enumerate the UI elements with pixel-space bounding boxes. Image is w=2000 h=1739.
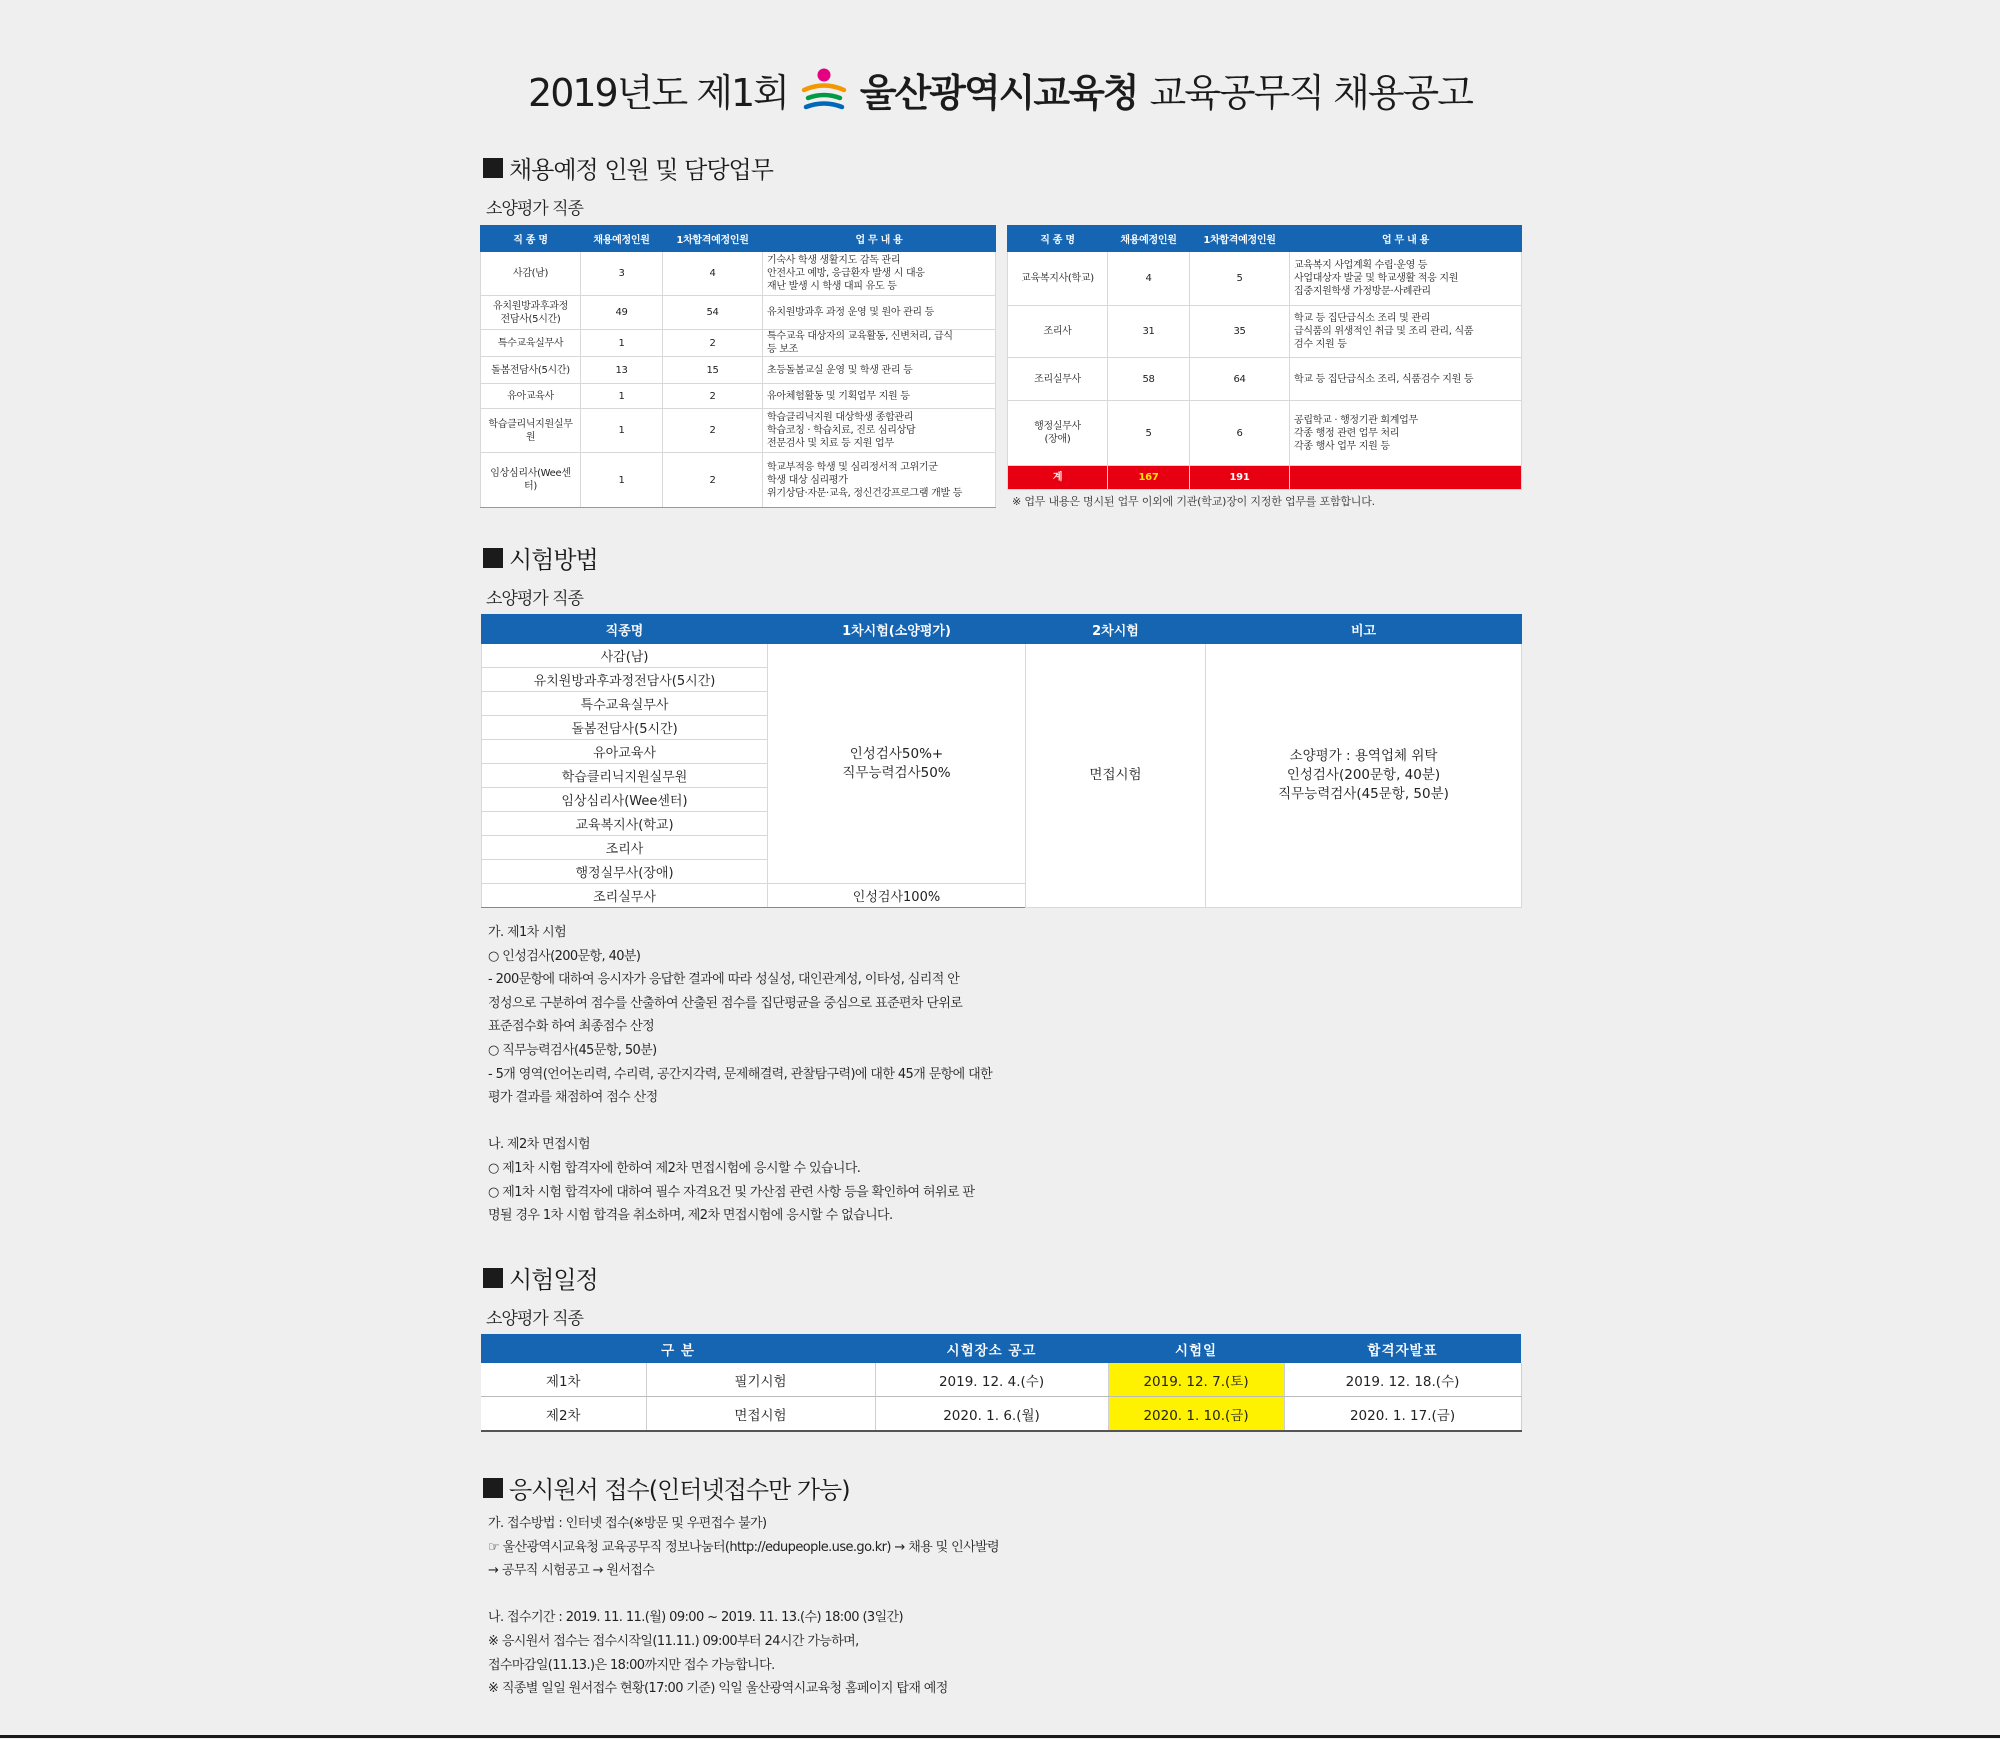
cell-first: 64 bbox=[1190, 358, 1290, 401]
cell-notice: 2019. 12. 4.(수) bbox=[875, 1363, 1108, 1397]
table-row bbox=[481, 330, 996, 357]
cell-name: 유치원방과후과정 전담사(5시간) bbox=[481, 296, 581, 330]
job-name: 임상심리사(Wee센터) bbox=[482, 788, 768, 812]
cell-first: 2 bbox=[663, 409, 763, 453]
cell-duty: 학교부적응 학생 및 심리정서적 고위기군 학생 대상 심리평가 위기상담·자문·교육, 정신건강프로그램 개발 등 bbox=[763, 453, 996, 508]
cell-plan: 1 bbox=[581, 330, 663, 357]
job-name: 행정실무사(장애) bbox=[482, 860, 768, 884]
recruitment-table-right bbox=[1007, 225, 1522, 490]
title-org: 울산광역시교육청 bbox=[859, 71, 1138, 115]
column-header: 직 종 명 bbox=[481, 226, 581, 252]
column-header: 1차합격예정인원 bbox=[663, 226, 763, 252]
column-header: 1차시험(소양평가) bbox=[768, 615, 1026, 644]
cell-name: 임상심리사(Wee센터) bbox=[481, 453, 581, 508]
table-row bbox=[481, 296, 996, 330]
job-name: 조리실무사 bbox=[482, 884, 768, 908]
section-heading-schedule: 시험일정 bbox=[483, 1260, 598, 1295]
total-empty bbox=[1290, 466, 1522, 490]
cell-plan: 13 bbox=[581, 357, 663, 384]
square-bullet-icon bbox=[483, 1478, 503, 1498]
exam-method-table bbox=[481, 614, 1522, 908]
exam-method-description: 가. 제1차 시험 ○ 인성검사(200문항, 40분) - 200문항에 대하여 응시자가 응답한 결과에 따라 성실성, 대인관계성, 이타성, 심리적 안 정성으로 구분하여 점수를 산출하여 산출된 점수를 집단평균을 중심으로 표준편차 단위로 표준점수화 하여 최종점수 산정 ○ 직무능력검사(45문항, 50분) - 5개 영역(언어논리력, 수리력, 공간지각력, 문제해결력, 관찰탐구력)에 대한 45개 문항에 대한 평가 결과를 채점하여 점수 산정 나. 제2차 면접시험 ○ 제1차 시험 합격자에 한하여 제2차 면접시험에 응시할 수 있습니다. ○ 제1차 시험 합격자에 대하여 필수 자격요건 및 가산점 관련 사항 등을 확인하여 허위로 판 명될 경우 1차 시험 합격을 취소하며, 제2차 면접시험에 응시할 수 없습니다. bbox=[488, 925, 993, 1224]
column-header: 직종명 bbox=[482, 615, 768, 644]
cell-first: 6 bbox=[1190, 401, 1290, 466]
title-suffix: 교육공무직 채용공고 bbox=[1149, 71, 1472, 115]
cell-duty: 특수교육 대상자의 교육활동, 신변처리, 급식 등 보조 bbox=[763, 330, 996, 357]
recruitment-table-left bbox=[480, 225, 996, 508]
cell-duty: 교육복지 사업계획 수립·운영 등 사업대상자 발굴 및 학교생활 적응 지원 집중지원학생 가정방문·사례관리 bbox=[1290, 252, 1522, 306]
cell-round: 제1차 bbox=[481, 1363, 646, 1397]
cell-name: 행정실무사 (장애) bbox=[1008, 401, 1108, 466]
table-row bbox=[481, 409, 996, 453]
cell-duty: 기숙사 학생 생활지도 감독 관리 안전사고 예방, 응급환자 발생 시 대응 재난 발생 시 학생 대피 유도 등 bbox=[763, 252, 996, 296]
job-name: 학습클리닉지원실무원 bbox=[482, 764, 768, 788]
job-name: 사감(남) bbox=[482, 644, 768, 668]
job-name: 교육복지사(학교) bbox=[482, 812, 768, 836]
job-name: 특수교육실무사 bbox=[482, 692, 768, 716]
section-heading-recruitment: 채용예정 인원 및 담당업무 bbox=[483, 150, 773, 185]
section-subheading: 소양평가 직종 bbox=[486, 1309, 583, 1329]
cell-result: 2019. 12. 18.(수) bbox=[1284, 1363, 1521, 1397]
cell-first: 2 bbox=[663, 384, 763, 409]
cell-name: 사감(남) bbox=[481, 252, 581, 296]
total-row bbox=[1008, 466, 1522, 490]
cell-name: 조리사 bbox=[1008, 306, 1108, 358]
title-prefix: 2019년도 제1회 bbox=[528, 71, 788, 115]
column-header: 시험장소 공고 bbox=[875, 1334, 1108, 1363]
cell-notice: 2020. 1. 6.(월) bbox=[875, 1397, 1108, 1432]
column-header: 시험일 bbox=[1108, 1334, 1284, 1363]
total-label: 계 bbox=[1008, 466, 1108, 490]
cell-first: 4 bbox=[663, 252, 763, 296]
column-header: 2차시험 bbox=[1026, 615, 1206, 644]
second-exam-method: 면접시험 bbox=[1026, 644, 1206, 908]
first-exam-method-cook: 인성검사100% bbox=[768, 884, 1026, 908]
total-plan: 167 bbox=[1108, 466, 1190, 490]
recruitment-note: ※ 업무 내용은 명시된 업무 이외에 기관(학교)장이 지정한 업무를 포함합니다. bbox=[1012, 495, 1375, 508]
column-header: 구 분 bbox=[481, 1334, 875, 1363]
job-name: 유아교육사 bbox=[482, 740, 768, 764]
table-row bbox=[481, 1363, 1521, 1397]
section-subheading: 소양평가 직종 bbox=[486, 589, 583, 609]
first-exam-method: 인성검사50%+ 직무능력검사50% bbox=[768, 644, 1026, 884]
section-heading-exam-method: 시험방법 bbox=[483, 540, 598, 575]
cell-round: 제2차 bbox=[481, 1397, 646, 1432]
cell-first: 54 bbox=[663, 296, 763, 330]
square-bullet-icon bbox=[483, 1268, 503, 1288]
cell-duty: 학습클리닉지원 대상학생 종합관리 학습코칭 · 학습치료, 진로 심리상담 전문검사 및 치료 등 지원 업무 bbox=[763, 409, 996, 453]
cell-plan: 1 bbox=[581, 384, 663, 409]
column-header: 채용예정인원 bbox=[581, 226, 663, 252]
cell-plan: 5 bbox=[1108, 401, 1190, 466]
column-header: 직 종 명 bbox=[1008, 226, 1108, 252]
cell-duty: 초등돌봄교실 운영 및 학생 관리 등 bbox=[763, 357, 996, 384]
cell-plan: 4 bbox=[1108, 252, 1190, 306]
total-first: 191 bbox=[1190, 466, 1290, 490]
cell-first: 15 bbox=[663, 357, 763, 384]
cell-result: 2020. 1. 17.(금) bbox=[1284, 1397, 1521, 1432]
job-name: 조리사 bbox=[482, 836, 768, 860]
cell-name: 특수교육실무사 bbox=[481, 330, 581, 357]
cell-duty: 공립학교 · 행정기관 회계업무 각종 행정 관련 업무 처리 각종 행사 업무 지원 등 bbox=[1290, 401, 1522, 466]
cell-plan: 31 bbox=[1108, 306, 1190, 358]
table-row bbox=[481, 252, 996, 296]
column-header: 비고 bbox=[1206, 615, 1522, 644]
table-row bbox=[481, 453, 996, 508]
cell-duty: 유치원방과후 과정 운영 및 원아 관리 등 bbox=[763, 296, 996, 330]
section-heading-application: 응시원서 접수(인터넷접수만 가능) bbox=[483, 1470, 850, 1505]
bottom-divider bbox=[0, 1735, 2000, 1738]
table-row bbox=[1008, 358, 1522, 401]
table-row bbox=[1008, 401, 1522, 466]
cell-name: 교육복지사(학교) bbox=[1008, 252, 1108, 306]
column-header: 1차합격예정인원 bbox=[1190, 226, 1290, 252]
cell-type: 면접시험 bbox=[646, 1397, 875, 1432]
cell-first: 2 bbox=[663, 453, 763, 508]
cell-name: 조리실무사 bbox=[1008, 358, 1108, 401]
cell-first: 35 bbox=[1190, 306, 1290, 358]
table-row bbox=[481, 1397, 1521, 1432]
cell-name: 돌봄전담사(5시간) bbox=[481, 357, 581, 384]
table-row bbox=[1008, 306, 1522, 358]
table-row bbox=[482, 644, 1522, 668]
column-header: 합격자발표 bbox=[1284, 1334, 1521, 1363]
cell-duty: 학교 등 집단급식소 조리, 식품검수 지원 등 bbox=[1290, 358, 1522, 401]
square-bullet-icon bbox=[483, 158, 503, 178]
job-name: 돌봄전담사(5시간) bbox=[482, 716, 768, 740]
column-header: 업 무 내 용 bbox=[1290, 226, 1522, 252]
cell-exam: 2020. 1. 10.(금) bbox=[1108, 1397, 1284, 1432]
cell-name: 학습클리닉지원실무원 bbox=[481, 409, 581, 453]
column-header: 업 무 내 용 bbox=[763, 226, 996, 252]
table-row bbox=[481, 384, 996, 409]
table-row bbox=[1008, 252, 1522, 306]
cell-plan: 1 bbox=[581, 453, 663, 508]
table-row bbox=[481, 357, 996, 384]
exam-schedule-table bbox=[481, 1334, 1522, 1432]
cell-exam: 2019. 12. 7.(토) bbox=[1108, 1363, 1284, 1397]
cell-type: 필기시험 bbox=[646, 1363, 875, 1397]
cell-first: 5 bbox=[1190, 252, 1290, 306]
cell-duty: 유아체험활동 및 기획업무 지원 등 bbox=[763, 384, 996, 409]
job-name: 유치원방과후과정전담사(5시간) bbox=[482, 668, 768, 692]
section-subheading: 소양평가 직종 bbox=[486, 199, 583, 219]
cell-plan: 1 bbox=[581, 409, 663, 453]
exam-remark: 소양평가 : 용역업체 위탁 인성검사(200문항, 40분) 직무능력검사(45문항, 50분) bbox=[1206, 644, 1522, 908]
cell-plan: 3 bbox=[581, 252, 663, 296]
cell-first: 2 bbox=[663, 330, 763, 357]
cell-duty: 학교 등 집단급식소 조리 및 관리 급식품의 위생적인 취급 및 조리 관리, 식품 검수 지원 등 bbox=[1290, 306, 1522, 358]
application-description: 가. 접수방법 : 인터넷 접수(※방문 및 우편접수 불가) ☞ 울산광역시교육청 교육공무직 정보나눔터(http://edupeople.use.go.kr) → 채용 및 인사발령 → 공무직 시험공고 → 원서접수 나. 접수기간 : 2019. 11. 11.(월) 09:00 ~ 2019. 11. 13.(수) 18:00 (3일간) ※ 응시원서 접수는 접수시작일(11.11.) 09:00부터 24시간 가능하며, 접수마감일(11.13.)은 18:00까지만 접수 가능합니다. ※ 직종별 일일 원서접수 현황(17:00 기준) 익일 울산광역시교육청 홈페이지 탑재 예정 bbox=[488, 1516, 1000, 1697]
education-office-logo-icon bbox=[798, 66, 850, 114]
square-bullet-icon bbox=[483, 548, 503, 568]
cell-plan: 49 bbox=[581, 296, 663, 330]
cell-plan: 58 bbox=[1108, 358, 1190, 401]
cell-name: 유아교육사 bbox=[481, 384, 581, 409]
column-header: 채용예정인원 bbox=[1108, 226, 1190, 252]
main-title bbox=[0, 62, 2000, 117]
